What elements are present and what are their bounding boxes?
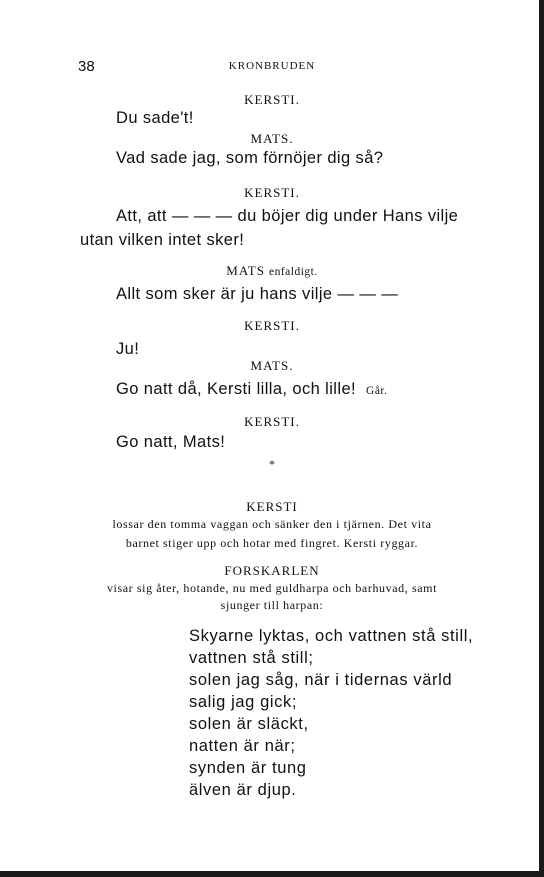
speaker-name: MATS. (250, 131, 294, 146)
stage-direction-line: lossar den tomma vaggan och sänker den i tjärnen. Det vita (112, 517, 432, 531)
speaker-line (0, 262, 544, 280)
verse-line: Skyarne lyktas, och vattnen stå still, (189, 627, 474, 645)
speech-line: Ju! (116, 340, 140, 358)
verse-line: natten är när; (189, 737, 296, 755)
speech-text: Go natt då, Kersti lilla, och lille! (116, 380, 357, 398)
speech-line: Vad sade jag, som förnöjer dig så? (116, 149, 384, 167)
verse-line: salig jag gick; (189, 693, 298, 711)
verse-line: synden är tung (189, 759, 307, 777)
speaker-name: MATS (226, 263, 265, 278)
speech-line: Du sade't! (116, 109, 194, 127)
speech-line: Go natt, Mats! (116, 433, 226, 451)
page-edge-bottom (0, 871, 544, 877)
verse-line: vattnen stå still; (189, 649, 314, 667)
speaker-name: KERSTI. (244, 185, 300, 200)
speaker-name: KERSTI (246, 499, 298, 514)
speaker-name: MATS. (250, 358, 294, 373)
speech-line: utan vilken intet sker! (80, 231, 245, 249)
song-verse (189, 625, 473, 801)
scene-separator: * (269, 457, 275, 471)
verse-line: solen jag såg, när i tidernas värld (189, 671, 453, 689)
running-title: KRONBRUDEN (228, 60, 316, 72)
speech-line: Allt som sker är ju hans vilje — — — (116, 285, 399, 303)
speaker-name: KERSTI. (244, 414, 300, 429)
verse-line: älven är djup. (189, 781, 297, 799)
verse-line: solen är släckt, (189, 715, 309, 733)
stage-direction-line: visar sig åter, hotande, nu med guldharpa och barhuvad, samt (106, 581, 438, 595)
page-number: 38 (78, 58, 95, 75)
stage-direction: Går. (366, 385, 388, 397)
speaker-name: FORSKARLEN (224, 563, 320, 578)
speaker-name: KERSTI. (244, 318, 300, 333)
speaker-name: KERSTI. (244, 92, 300, 107)
speech-line (116, 380, 388, 399)
stage-direction-line: sjunger till harpan: (220, 598, 324, 612)
stage-direction: enfaldigt. (268, 266, 318, 278)
speech-line: Att, att — — — du böjer dig under Hans vilje (116, 207, 459, 225)
stage-direction-line: barnet stiger upp och hotar med fingret. Kersti ryggar. (125, 536, 419, 550)
